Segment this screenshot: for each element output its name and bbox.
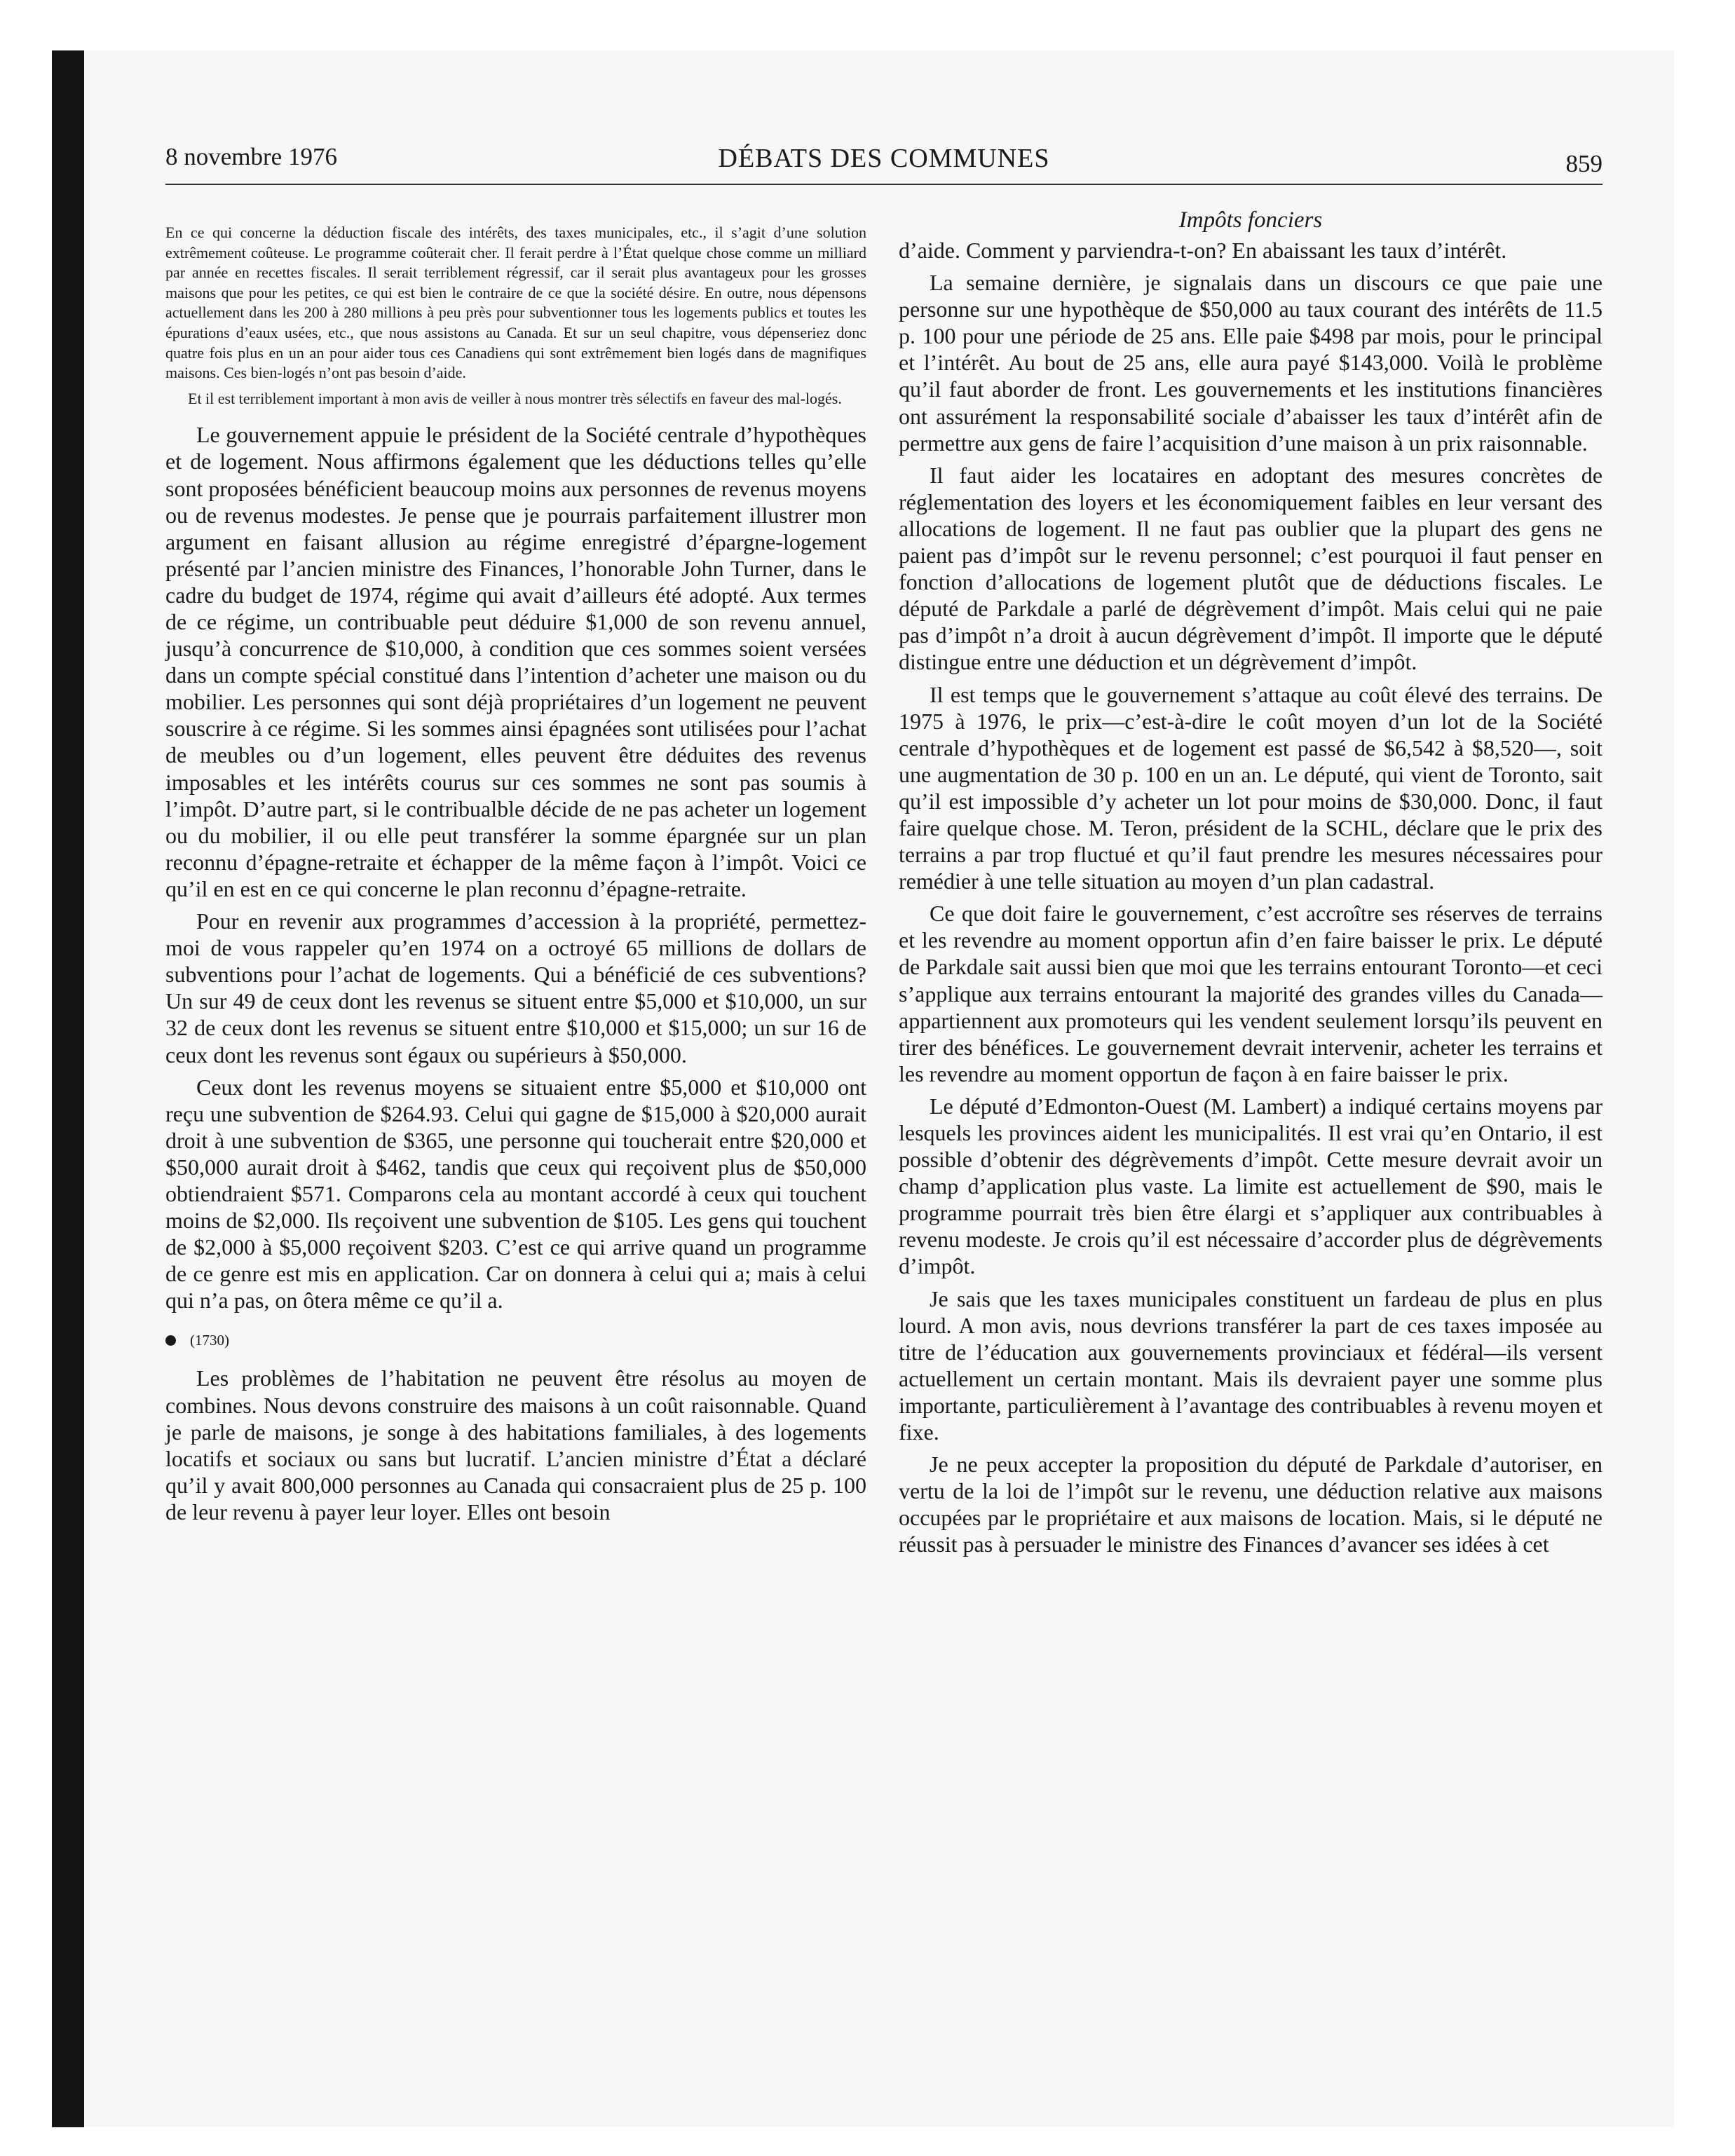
body-paragraph: d’aide. Comment y parviendra-t-on? En abaissant les taux d’intérêt. <box>899 238 1507 263</box>
timestamp-marker <box>165 1332 866 1349</box>
page-header <box>165 140 1603 184</box>
body-paragraph: Il faut aider les locataires en adoptant des mesures concrètes de réglementation des loyers et les économiquement faibles en leur versant des allocations de logement. Il ne faut pas oublier que la plupart des gens ne paient pas d’impôt sur le revenu personnel; c’est pourquoi il faut penser en fonction d’allocations de logement plutôt que de déductions fiscales. Le député de Parkdale a parlé de dégrèvement d’impôt. Mais celui qui ne paie pas d’impôt n’a droit à aucun dégrèvement d’impôt. Il importe que le député distingue entre une déduction et un dégrèvement d’impôt. <box>899 462 1603 675</box>
running-head: Impôts fonciers <box>1178 207 1323 233</box>
body-paragraph: Le député d’Edmonton-Ouest (M. Lambert) a indiqué certains moyens par lesquels les provinces aident les municipalités. Il est vrai qu’en Ontario, il est possible d’obtenir des dégrèvements d’impôt. Cette mesure devrait avoir un champ d’application plus vaste. La limite est actuellement de $90, mais le programme pourrait très bien être élargi et s’appliquer aux contribuables à revenu modeste. Je crois qu’il est nécessaire d’accorder plus de dégrèvements d’impôt. <box>899 1093 1603 1279</box>
body-paragraph: Il est temps que le gouvernement s’attaque au coût élevé des terrains. De 1975 à 1976, le prix—c’est-à-dire le coût moyen d’un lot de la Société centrale d’hypothèques et de logement est passé de $6,542 à $8,520—, soit une augmentation de 30 p. 100 en un an. Le député, qui vient de Toronto, sait qu’il est impossible d’y acheter un lot pour moins de $30,000. Donc, il faut faire quelque chose. M. Teron, président de la SCHL, déclare que le prix des terrains a par trop fluctué et qu’il faut prendre les mesures nécessaires pour remédier à une telle situation au moyen d’un plan cadastral. <box>899 681 1603 894</box>
quoted-paragraph: Et il est terriblement important à mon avis de veiller à nous montrer très sélectifs en faveur des mal-logés. <box>188 389 842 407</box>
timestamp-label: (1730) <box>190 1332 229 1349</box>
binding-edge <box>52 50 84 2127</box>
bullet-icon <box>165 1335 176 1346</box>
body-paragraph: Les problèmes de l’habitation ne peuvent être résolus au moyen de combines. Nous devons construire des maisons à un coût raisonnable. Quand je parle de maisons, je songe à des habitations familiales, à des logements locatifs et sociaux ou sans but lucratif. L’ancien ministre d’État a déclaré qu’il y avait 800,000 personnes au Canada qui consacraient plus de 25 p. 100 de leur revenu à payer leur loyer. Elles ont besoin <box>165 1365 866 1524</box>
quoted-paragraph: En ce qui concerne la déduction fiscale des intérêts, des taxes municipales, etc., il s’agit d’une solution extrêmement coûteuse. Le programme coûterait cher. Il ferait perdre à l’État quelque chose comme un milliard par année en recettes fiscales. Il serait terriblement régressif, car il serait plus avantageux pour les grosses maisons que pour les petites, ce qui est bien le contraire de ce que la société désire. En outre, nous dépensons actuellement dans les 200 à 280 millions à peu près pour subventionner tous les logements publics et toutes les épurations d’eaux usées, etc., que nous assistons au Canada. Et sur un seul chapitre, vous dépenseriez donc quatre fois plus en un an pour aider tous ces Canadiens qui sont extrêmement bien logés dans de magnifiques maisons. Ces bien-logés n’ont pas besoin d’aide. <box>165 224 866 382</box>
header-title: DÉBATS DES COMMUNES <box>718 144 1050 173</box>
body-paragraph: La semaine dernière, je signalais dans un discours ce que paie une personne sur une hypothèque de $50,000 au taux courant des intérêts de 11.5 p. 100 pour une période de 25 ans. Elle paie $498 par mois, pour le principal et l’intérêt. Au bout de 25 ans, elle aura payé $143,000. Voilà le problème qu’il faut aborder de front. Les gouvernements et les institutions financières ont assurément la responsabilité sociale d’abaisser les taux d’intérêt afin de permettre aux gens de faire l’acquisition d’une maison à un prix raisonnable. <box>899 270 1603 456</box>
left-column <box>165 223 866 1525</box>
body-paragraph: Je sais que les taxes municipales constituent un fardeau de plus en plus lourd. A mon avis, nous devrions transférer la part de ces taxes imposée au titre de l’éducation aux gouvernements provinciaux et fédéral—ils versent actuellement un certain montant. Mais ils devraient payer une somme plus importante, particulièrement à l’avantage des contribuables à revenu moyen et fixe. <box>899 1285 1603 1445</box>
right-column <box>899 203 1603 1558</box>
body-paragraph: Le gouvernement appuie le président de la Société centrale d’hypothèques et de logement. Nous affirmons également que les déductions telles qu’elle sont proposées bénéficient beaucoup moins aux personnes de revenus moyens ou de revenus modestes. Je pense que je pourrais parfaitement illustrer mon argument en faisant allusion au régime enregistré d’épargne-logement présenté par l’ancien ministre des Finances, l’honorable John Turner, dans le cadre du budget de 1974, régime qui avait d’ailleurs été adopté. Aux termes de ce régime, un contribuable peut déduire $1,000 de son revenu annuel, jusqu’à concurrence de $10,000, à condition que ces sommes soient versées dans un compte spécial constitué dans l’intention d’acheter une maison ou du mobilier. Les personnes qui sont déjà propriétaires d’un logement ne peuvent souscrire à ce régime. Si les sommes ainsi épagnées sont utilisées pour l’achat de meubles ou d’un logement, elles peuvent être déduites des revenus imposables et les intérêts courus sur ces sommes ne sont pas soumis à l’impôt. D’autre part, si le contribualble décide de ne pas acheter un logement ou du mobilier, il ou elle peut transférer la somme épargnée sur un plan reconnu d’épagne-retraite et échapper de la même façon à l’impôt. Voici ce qu’il en est en ce qui concerne le plan reconnu d’épagne-retraite. <box>165 422 866 901</box>
header-rule <box>165 184 1603 185</box>
body-paragraph: Je ne peux accepter la proposition du député de Parkdale d’autoriser, en vertu de la loi de l’impôt sur le revenu, une déduction relative aux maisons occupées par le propriétaire et aux maisons de location. Mais, si le député ne réussit pas à persuader le ministre des Finances d’avancer ses idées à cet <box>899 1452 1603 1557</box>
body-paragraph: Pour en revenir aux programmes d’accession à la propriété, permettez-moi de vous rappeler qu’en 1974 on a octroyé 65 millions de dollars de subventions pour l’achat de logements. Qui a bénéficié de ces subventions? Un sur 49 de ceux dont les revenus se situent entre $5,000 et $10,000, un sur 32 de ceux dont les revenus se situent entre $10,000 et $15,000; un sur 16 de ceux dont les revenus sont égaux ou supérieurs à $50,000. <box>165 908 866 1067</box>
body-paragraph: Ceux dont les revenus moyens se situaient entre $5,000 et $10,000 ont reçu une subvention de $264.93. Celui qui gagne de $15,000 à $20,000 aurait droit à une subvention de $365, une personne qui toucherait entre $20,000 et $50,000 aurait droit à $462, tandis que ceux qui reçoivent plus de $50,000 obtiendraient $571. Comparons cela au montant accordé à ceux qui touchent moins de $2,000. Ils reçoivent une subvention de $105. Les gens qui touchent de $2,000 à $5,000 reçoivent $203. C’est ce qui arrive quand un programme de ce genre est mis en application. Car on donnera à celui qui a; mais à celui qui n’a pas, on ôtera même ce qu’il a. <box>165 1074 866 1314</box>
header-date: 8 novembre 1976 <box>165 143 337 170</box>
page-number: 859 <box>1565 150 1603 177</box>
body-paragraph: Ce que doit faire le gouvernement, c’est accroître ses réserves de terrains et les revendre au moment opportun afin d’en faire baisser le prix. Le député de Parkdale sait aussi bien que moi que les terrains entourant Toronto—et ceci s’applique aux terrains entourant la majorité des grandes villes du Canada—appartiennent aux promoteurs qui les vendent seulement lorsqu’ils peuvent en tirer des bénéfices. Le gouvernement devrait intervenir, acheter les terrains et les revendre au moment opportun de façon à en faire baisser le prix. <box>899 901 1603 1086</box>
